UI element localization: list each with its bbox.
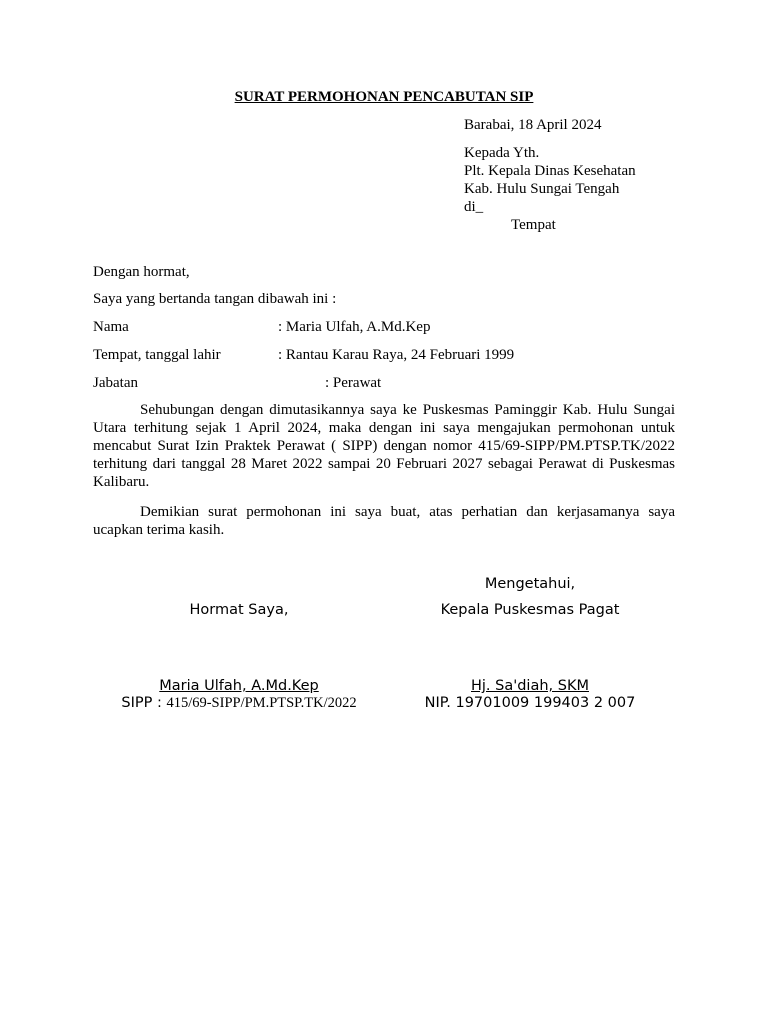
signer-name: Maria Ulfah, A.Md.Kep xyxy=(159,678,319,694)
body-paragraph-1: Sehubungan dengan dimutasikannya saya ke Puskesmas Paminggir Kab. Hulu Sungai Utara terhitung sejak 1 April 2024, maka dengan ini saya mengajukan permohonan untuk mencabut Surat Izin Praktek Perawat ( SIPP) dengan nomor 415/69-SIPP/PM.PTSP.TK/2022 terhitung dari tanggal 28 Maret 2022 sampai 20 Februari 2027 sebagai Perawat di Puskesmas Kalibaru. xyxy=(93,402,675,490)
recipient-line: Tempat xyxy=(511,217,556,233)
closing-text: Hormat Saya, xyxy=(189,602,289,618)
acknowledge-text: Mengetahui, xyxy=(484,576,576,592)
greeting: Dengan hormat, xyxy=(93,264,190,280)
field-label-jabatan: Jabatan xyxy=(93,375,138,391)
signer-id-value: 415/69-SIPP/PM.PTSP.TK/2022 xyxy=(166,695,357,711)
approver-id: NIP. 19701009 199403 2 007 xyxy=(424,695,636,711)
field-label-nama: Nama xyxy=(93,319,129,335)
approver-name: Hj. Sa'diah, SKM xyxy=(471,678,589,694)
recipient-line: Kab. Hulu Sungai Tengah xyxy=(464,181,620,197)
field-value-nama: : Maria Ulfah, A.Md.Kep xyxy=(278,319,431,335)
place-date: Barabai, 18 April 2024 xyxy=(464,117,602,133)
recipient-line: di_ xyxy=(464,199,484,215)
signer-id-label: SIPP : xyxy=(121,695,167,711)
recipient-line: Plt. Kepala Dinas Kesehatan xyxy=(464,163,636,179)
approver-position: Kepala Puskesmas Pagat xyxy=(440,602,620,618)
body-paragraph-2: Demikian surat permohonan ini saya buat, atas perhatian dan kerjasamanya saya ucapkan terima kasih. xyxy=(93,504,675,538)
letter-title: SURAT PERMOHONAN PENCABUTAN SIP xyxy=(234,89,534,105)
field-value-jabatan: : Perawat xyxy=(325,375,382,391)
field-label-ttl: Tempat, tanggal lahir xyxy=(93,347,221,363)
recipient-line: Kepada Yth. xyxy=(464,145,540,161)
signer-id xyxy=(94,694,384,712)
intro-text: Saya yang bertanda tangan dibawah ini : xyxy=(93,291,337,307)
field-value-ttl: : Rantau Karau Raya, 24 Februari 1999 xyxy=(278,347,515,363)
